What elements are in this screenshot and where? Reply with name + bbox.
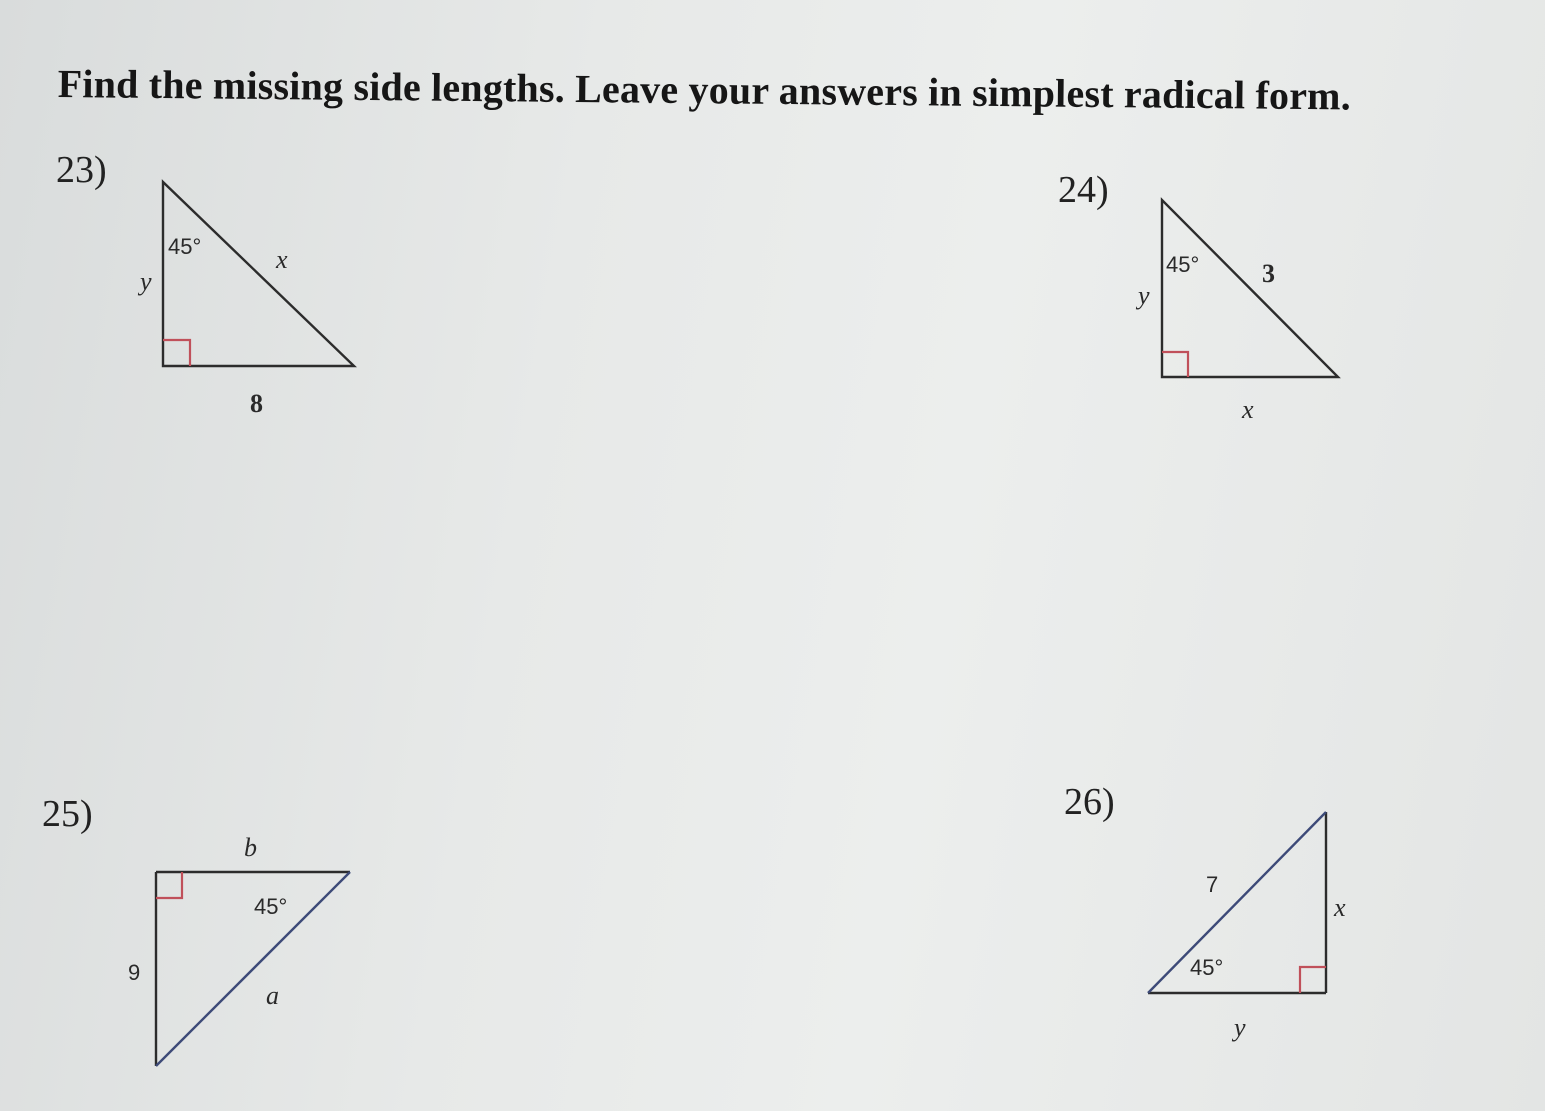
problem-23-angle-label: 45°	[168, 234, 202, 259]
problem-24-angle-label: 45°	[1166, 252, 1200, 277]
problem-25-hypotenuse	[156, 872, 350, 1066]
problem-23-hypotenuse-label: x	[276, 245, 288, 274]
problem-25-hypotenuse-label: a	[266, 981, 279, 1010]
problem-24-horizontal-leg-label: x	[1242, 395, 1254, 424]
problem-24-vertical-leg-label: y	[1138, 281, 1150, 310]
problem-26-bottom-leg-label: y	[1234, 1013, 1246, 1042]
problem-23-horizontal-leg-label: 8	[250, 389, 263, 418]
problem-23-vertical-leg-label: y	[140, 267, 152, 296]
problem-26-number: 26)	[1064, 781, 1115, 823]
problem-26-hypotenuse-label: 7	[1206, 872, 1219, 897]
problem-26-right-angle-mark	[1300, 967, 1326, 993]
problem-23-triangle-outline	[163, 182, 354, 366]
worksheet-instructions: Find the missing side lengths. Leave your answers in simplest radical form.	[57, 60, 1352, 119]
problem-25-angle-label: 45°	[254, 894, 288, 919]
problem-23-right-angle-mark	[163, 340, 190, 366]
problem-23-number: 23)	[56, 149, 107, 191]
problem-26-angle-label: 45°	[1190, 955, 1224, 980]
problem-24-hypotenuse-label: 3	[1262, 259, 1275, 288]
problem-24-right-angle-mark	[1162, 352, 1188, 377]
problem-26-vertical-leg-label: x	[1334, 893, 1346, 922]
problem-24-triangle-outline	[1162, 200, 1338, 377]
problem-26-hypotenuse	[1148, 812, 1326, 993]
problem-25-number: 25)	[42, 793, 93, 835]
problem-25-vertical-leg-label: 9	[128, 960, 141, 985]
problem-25-right-angle-mark	[156, 872, 182, 898]
problem-24-number: 24)	[1058, 169, 1109, 211]
problem-25-top-leg-label: b	[244, 833, 257, 862]
